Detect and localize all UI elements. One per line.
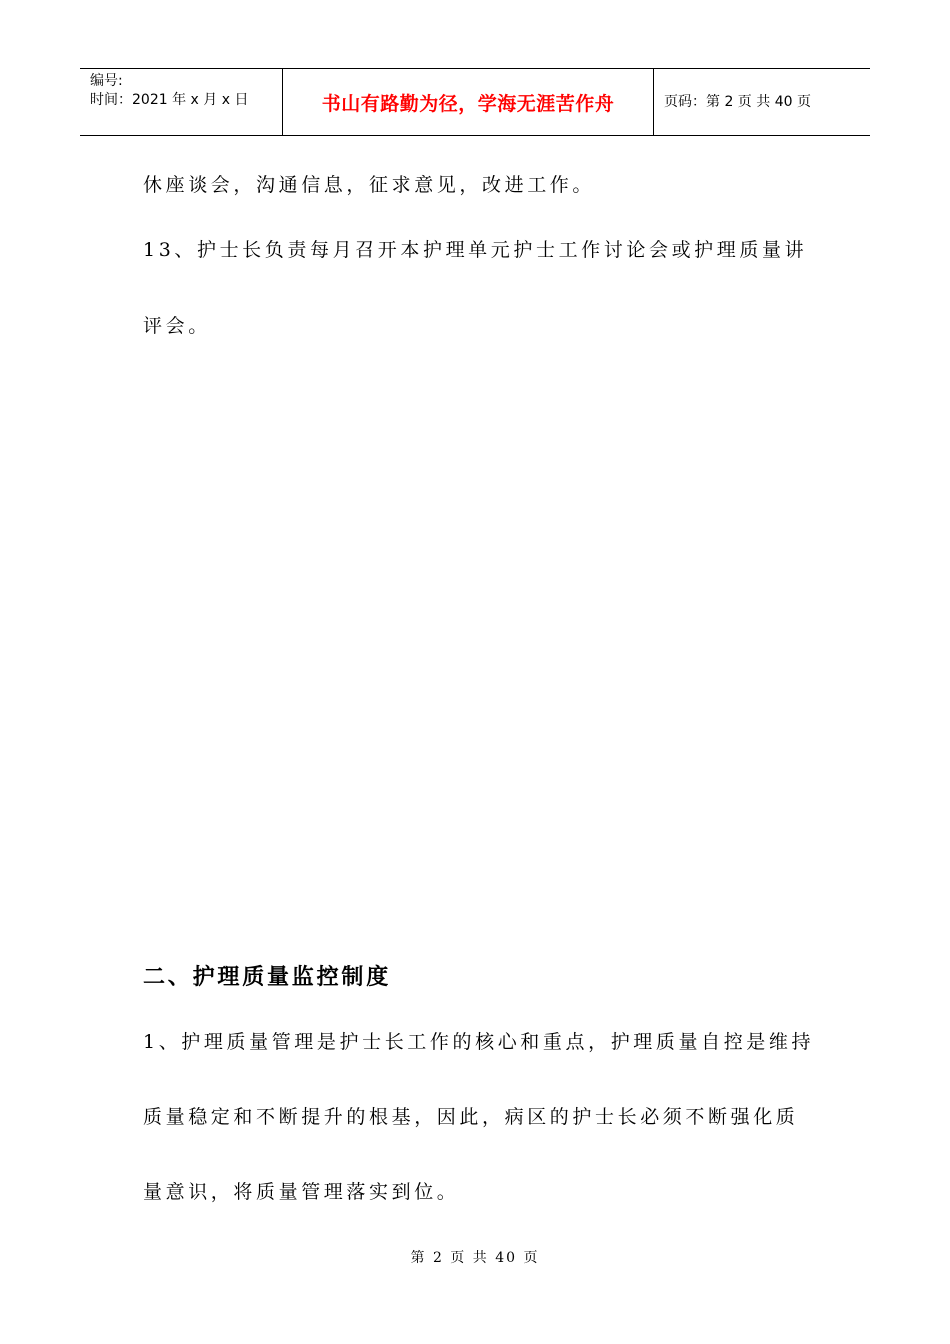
document-number-label: 编号:	[90, 73, 123, 89]
header-page-cell	[654, 69, 870, 135]
page-header	[80, 68, 870, 136]
section-line-2: 质量稳定和不断提升的根基，因此，病区的护士长必须不断强化质	[143, 1106, 799, 1128]
section-line-1: 1、护理质量管理是护士长工作的核心和重点，护理质量自控是维持	[143, 1031, 815, 1053]
header-motto-cell	[282, 69, 654, 135]
body-line-2: 13、护士长负责每月召开本护理单元护士工作讨论会或护理质量讲	[143, 239, 808, 261]
page-footer: 第 2 页 共 40 页	[410, 1250, 540, 1266]
section-line-3: 量意识，将质量管理落实到位。	[143, 1181, 460, 1203]
header-motto: 书山有路勤为径，学海无涯苦作舟	[321, 92, 615, 115]
body-line-3: 评会。	[143, 315, 211, 337]
body-line-1: 休座谈会，沟通信息，征求意见，改进工作。	[143, 174, 596, 196]
header-meta-cell	[80, 69, 282, 135]
section-heading: 二、护理质量监控制度	[143, 964, 392, 990]
document-date: 时间：2021 年 x 月 x 日	[90, 92, 249, 108]
header-page-info: 页码：第 2 页 共 40 页	[664, 94, 811, 110]
